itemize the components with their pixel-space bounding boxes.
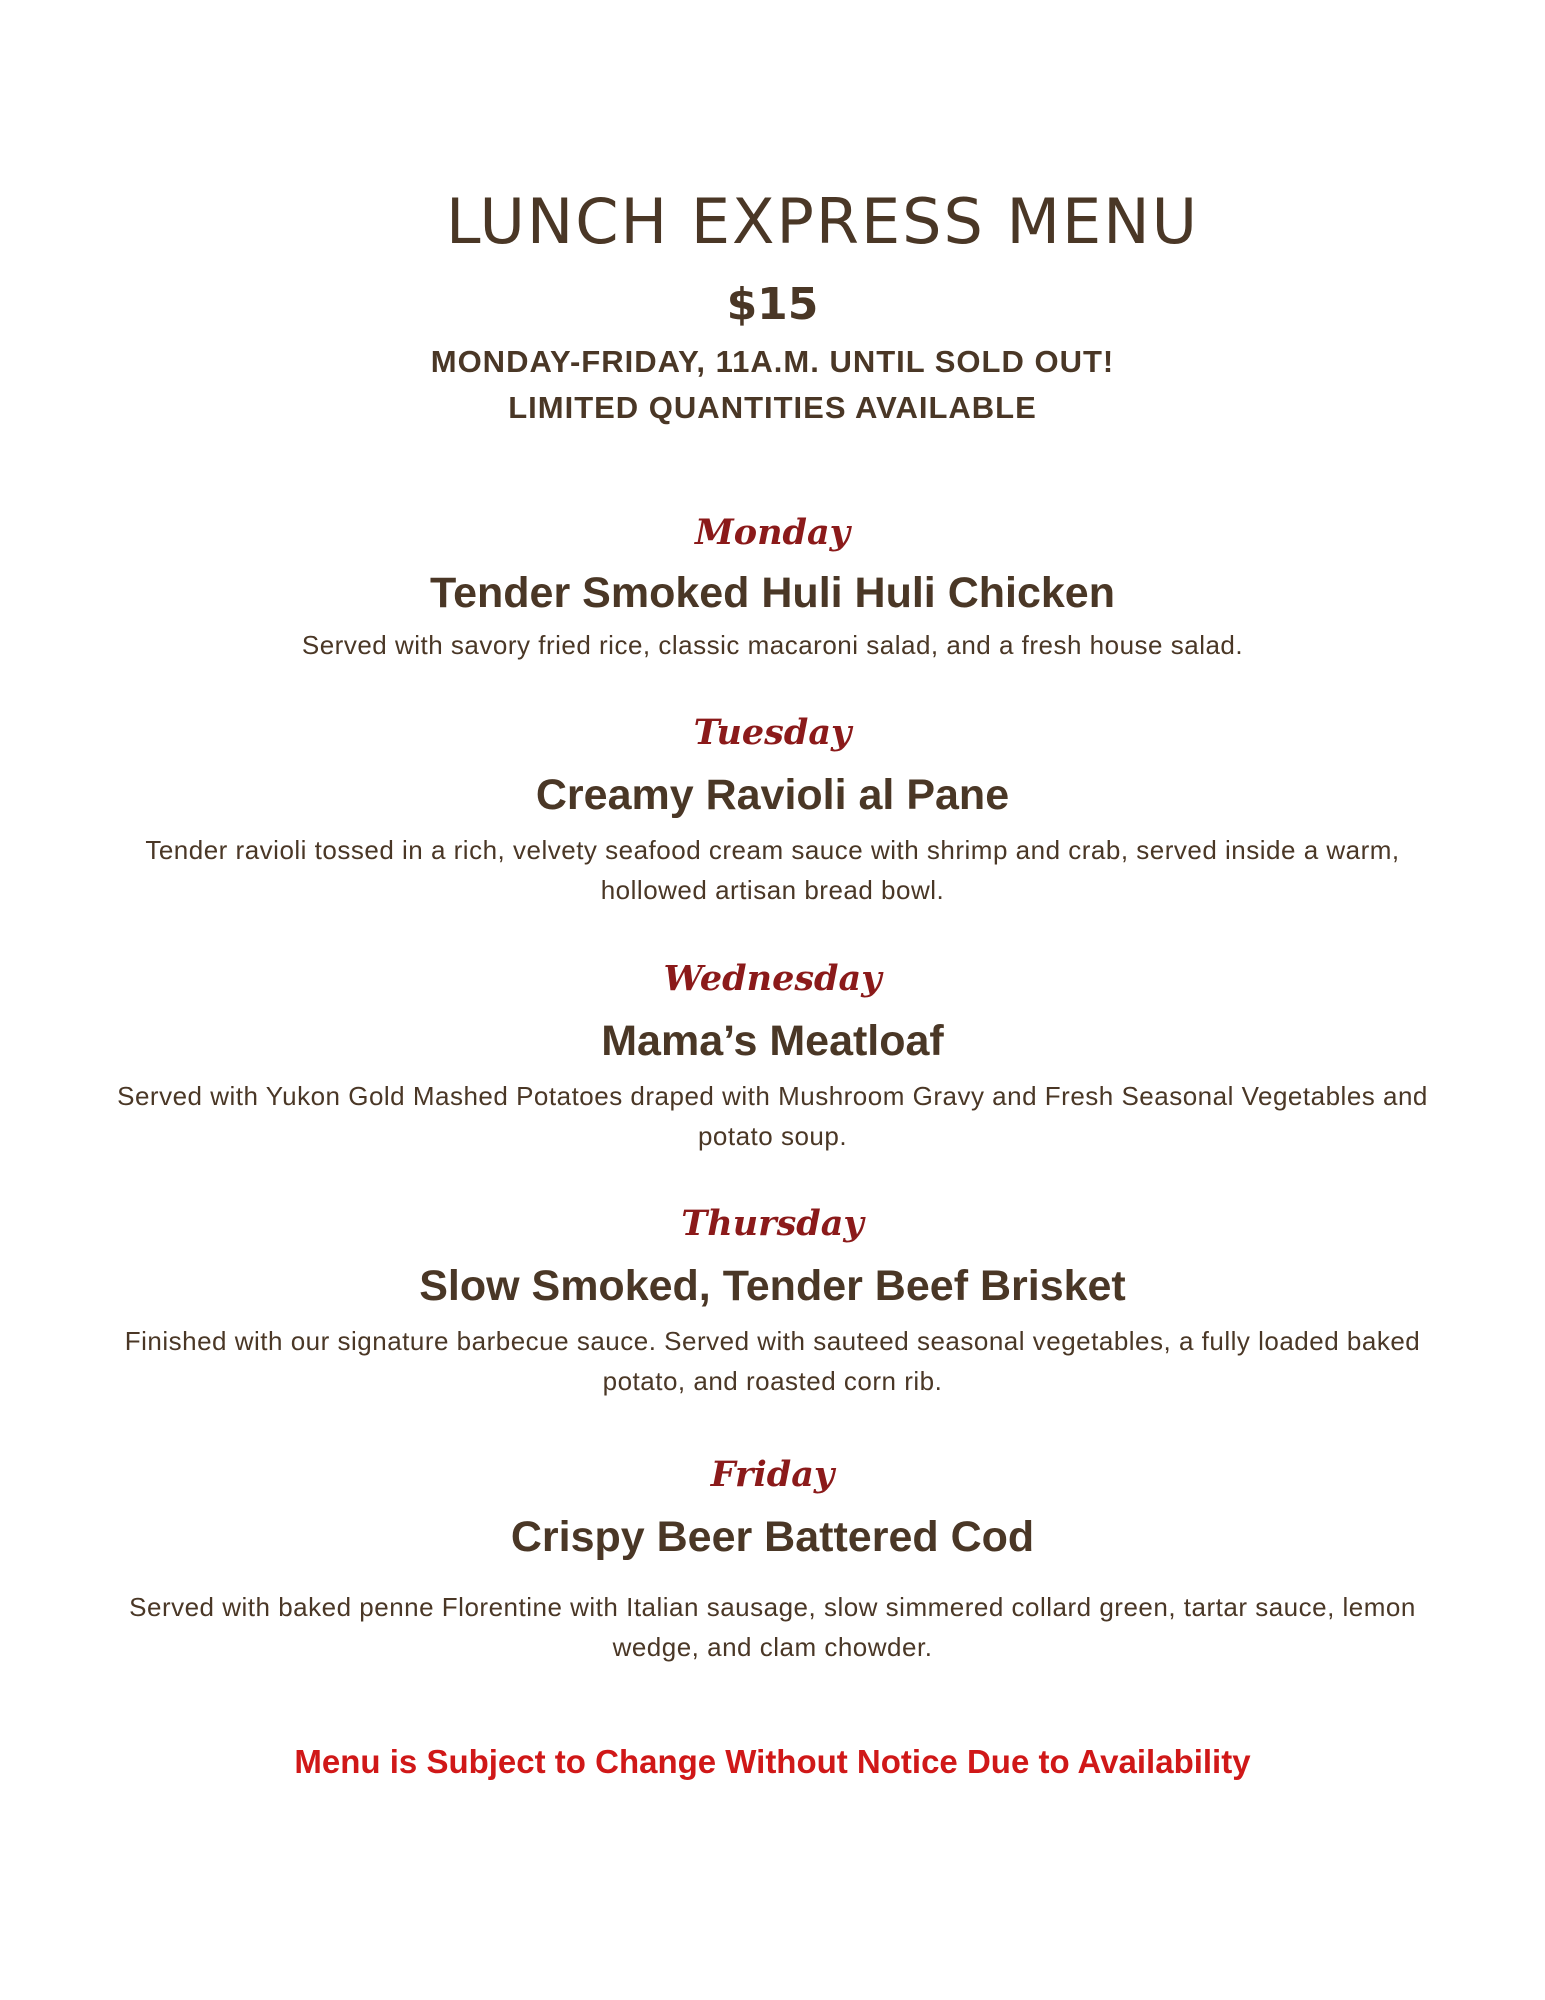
dish-description-thursday: Finished with our signature barbecue sauce. Served with sauteed seasonal vegetables, a fully loaded baked potato, and roasted corn rib. bbox=[124, 1326, 1421, 1396]
dish-description-friday: Served with baked penne Florentine with Italian sausage, slow simmered collard green, tartar sauce, lemon wedge, and clam chowder. bbox=[129, 1592, 1416, 1662]
menu-price: $15 bbox=[726, 279, 819, 330]
dish-description-tuesday: Tender ravioli tossed in a rich, velvety seafood cream sauce with shrimp and crab, served inside a warm, hollowed artisan bread bowl. bbox=[145, 835, 1400, 905]
day-label-wednesday: Wednesday bbox=[663, 958, 882, 999]
dish-name-monday: Tender Smoked Huli Huli Chicken bbox=[430, 569, 1115, 617]
availability-note: LIMITED QUANTITIES AVAILABLE bbox=[508, 390, 1037, 425]
day-label-tuesday: Tuesday bbox=[693, 712, 852, 753]
day-label-monday: Monday bbox=[694, 512, 851, 553]
day-label-thursday: Thursday bbox=[681, 1203, 864, 1244]
dish-name-tuesday: Creamy Ravioli al Pane bbox=[535, 771, 1010, 819]
availability-disclaimer: Menu is Subject to Change Without Notice Due to Availability bbox=[294, 1743, 1251, 1780]
day-label-friday: Friday bbox=[710, 1454, 835, 1495]
dish-description-monday: Served with savory fried rice, classic macaroni salad, and a fresh house salad. bbox=[301, 630, 1244, 660]
service-hours: MONDAY-FRIDAY, 11A.M. UNTIL SOLD OUT! bbox=[430, 344, 1115, 379]
dish-name-thursday: Slow Smoked, Tender Beef Brisket bbox=[419, 1262, 1126, 1310]
menu-title: LUNCH EXPRESS MENU bbox=[446, 185, 1199, 258]
dish-name-friday: Crispy Beer Battered Cod bbox=[510, 1513, 1035, 1561]
dish-description-wednesday: Served with Yukon Gold Mashed Potatoes draped with Mushroom Gravy and Fresh Seasonal Vegetables and potato soup. bbox=[117, 1081, 1428, 1151]
dish-name-wednesday: Mama’s Meatloaf bbox=[601, 1017, 944, 1065]
